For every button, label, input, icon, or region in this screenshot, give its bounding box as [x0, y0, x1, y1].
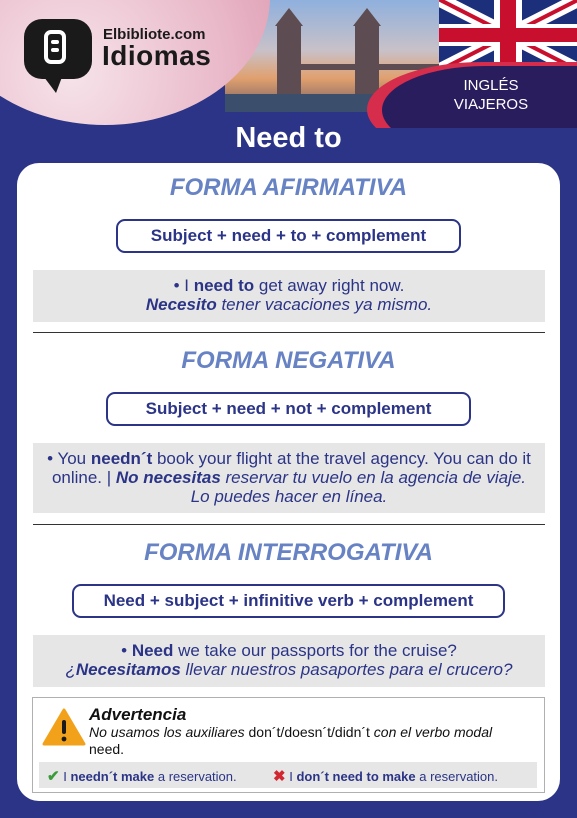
example-affirmative: [33, 270, 545, 322]
badge-line-2: VIAJEROS: [453, 96, 529, 113]
correct-example: ✔ I needn´t make a reservation.: [47, 768, 237, 785]
section-title-affirmative: FORMA AFIRMATIVA: [169, 174, 408, 201]
formula-affirmative: Subject + need + to + complement: [116, 219, 461, 253]
logo-brand-name[interactable]: Idiomas: [102, 40, 212, 71]
bridge-tower-left: [277, 24, 301, 102]
example-en: • Need we take our passports for the cruise?: [121, 641, 457, 660]
warning-text: No usamos los auxiliares don´t/doesn´t/didn´t con el verbo modal need.: [89, 724, 493, 757]
section-title-interrogative: FORMA INTERROGATIVA: [144, 539, 433, 566]
logo-site-name[interactable]: Elbibliote.com: [103, 26, 206, 43]
formula-negative: Subject + need + not + complement: [106, 392, 471, 426]
book-icon: [44, 30, 66, 64]
cross-icon: ✖: [273, 768, 286, 785]
uk-flag-icon: [439, 0, 577, 70]
section-title-negative: FORMA NEGATIVA: [181, 347, 396, 374]
badge-line-1: INGLÉS: [463, 77, 519, 94]
example-es: Necesito tener vacaciones ya mismo.: [145, 295, 433, 314]
example-en: • I need to get away right now.: [173, 276, 405, 295]
content-card: [17, 163, 560, 801]
example-es: ¿Necesitamos llevar nuestros pasaportes para el crucero?: [65, 660, 513, 679]
incorrect-example: ✖ I don´t need to make a reservation.: [273, 768, 498, 785]
example-interrogative: [33, 635, 545, 687]
warning-icon: [42, 708, 86, 746]
page-title: Need to: [235, 122, 342, 154]
category-badge-text: [451, 76, 531, 114]
example-es: No necesitas reservar tu vuelo en la agencia de viaje. Lo puedes hacer en línea.: [115, 468, 527, 506]
warning-examples: [39, 762, 537, 788]
check-icon: ✔: [47, 768, 60, 785]
example-en: • You needn´t book your flight at the travel agency. You can do it online. |: [47, 449, 531, 487]
example-negative: [33, 443, 545, 513]
warning-title: Advertencia: [89, 705, 187, 724]
header-banner: [0, 0, 577, 128]
section-divider: [33, 332, 545, 333]
section-divider: [33, 524, 545, 525]
formula-interrogative: Need + subject + infinitive verb + complement: [72, 584, 505, 618]
warning-box: [32, 697, 545, 793]
